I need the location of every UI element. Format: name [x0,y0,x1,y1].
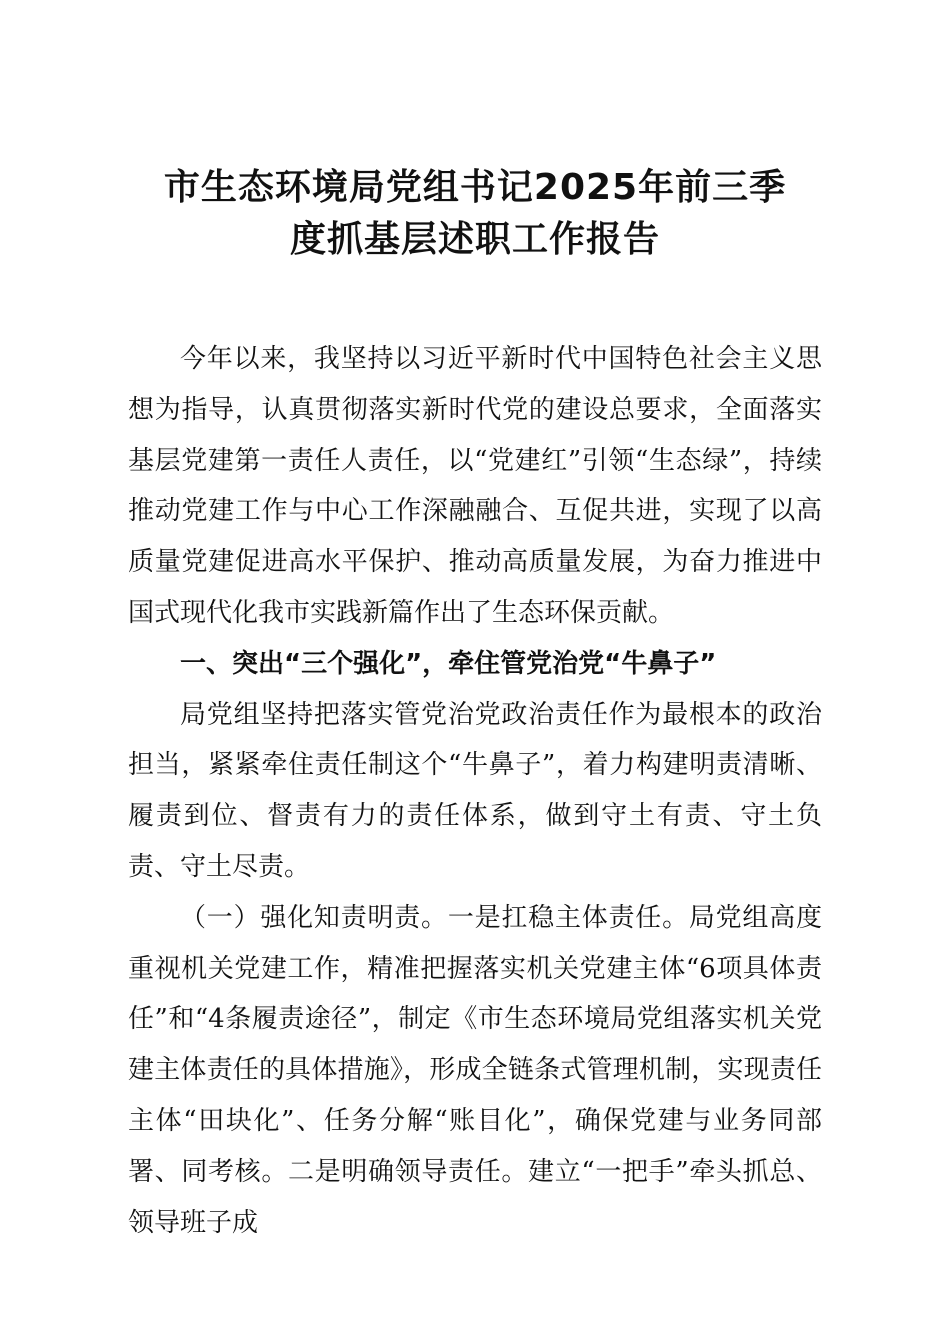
subsection-1-paragraph: （一）强化知责明责。一是扛稳主体责任。局党组高度重视机关党建工作，精准把握落实机关党建主体“6项具体责任”和“4条履责途径”，制定《市生态环境局党组落实机关党建主体责任的具体措施》，形成全链条式管理机制，实现责任主体“田块化”、任务分解“账目化”，确保党建与业务同部署、同考核。二是明确领导责任。建立“一把手”牵头抓总、领导班子成 [128,902,822,1238]
intro-paragraph: 今年以来，我坚持以习近平新时代中国特色社会主义思想为指导，认真贯彻落实新时代党的建设总要求，全面落实基层党建第一责任人责任，以“党建红”引领“生态绿”，持续推动党建工作与中心工作深融融合、互促共进，实现了以高质量党建促进高水平保护、推动高质量发展，为奋力推进中国式现代化我市实践新篇作出了生态环保贡献。 [128,344,822,628]
document-title-line-2: 度抓基层述职工作报告 [289,219,660,260]
document-title-line-1: 市生态环境局党组书记2025年前三季 [163,167,787,208]
document-body [128,334,822,1248]
section-1-paragraph: 局党组坚持把落实管党治党政治责任作为最根本的政治担当，紧紧牵住责任制这个“牛鼻子”，着力构建明责清晰、履责到位、督责有力的责任体系，做到守土有责、守土负责、守土尽责。 [128,699,822,882]
section-heading-1: 一、突出“三个强化”，牵住管党治党“牛鼻子” [180,648,717,679]
